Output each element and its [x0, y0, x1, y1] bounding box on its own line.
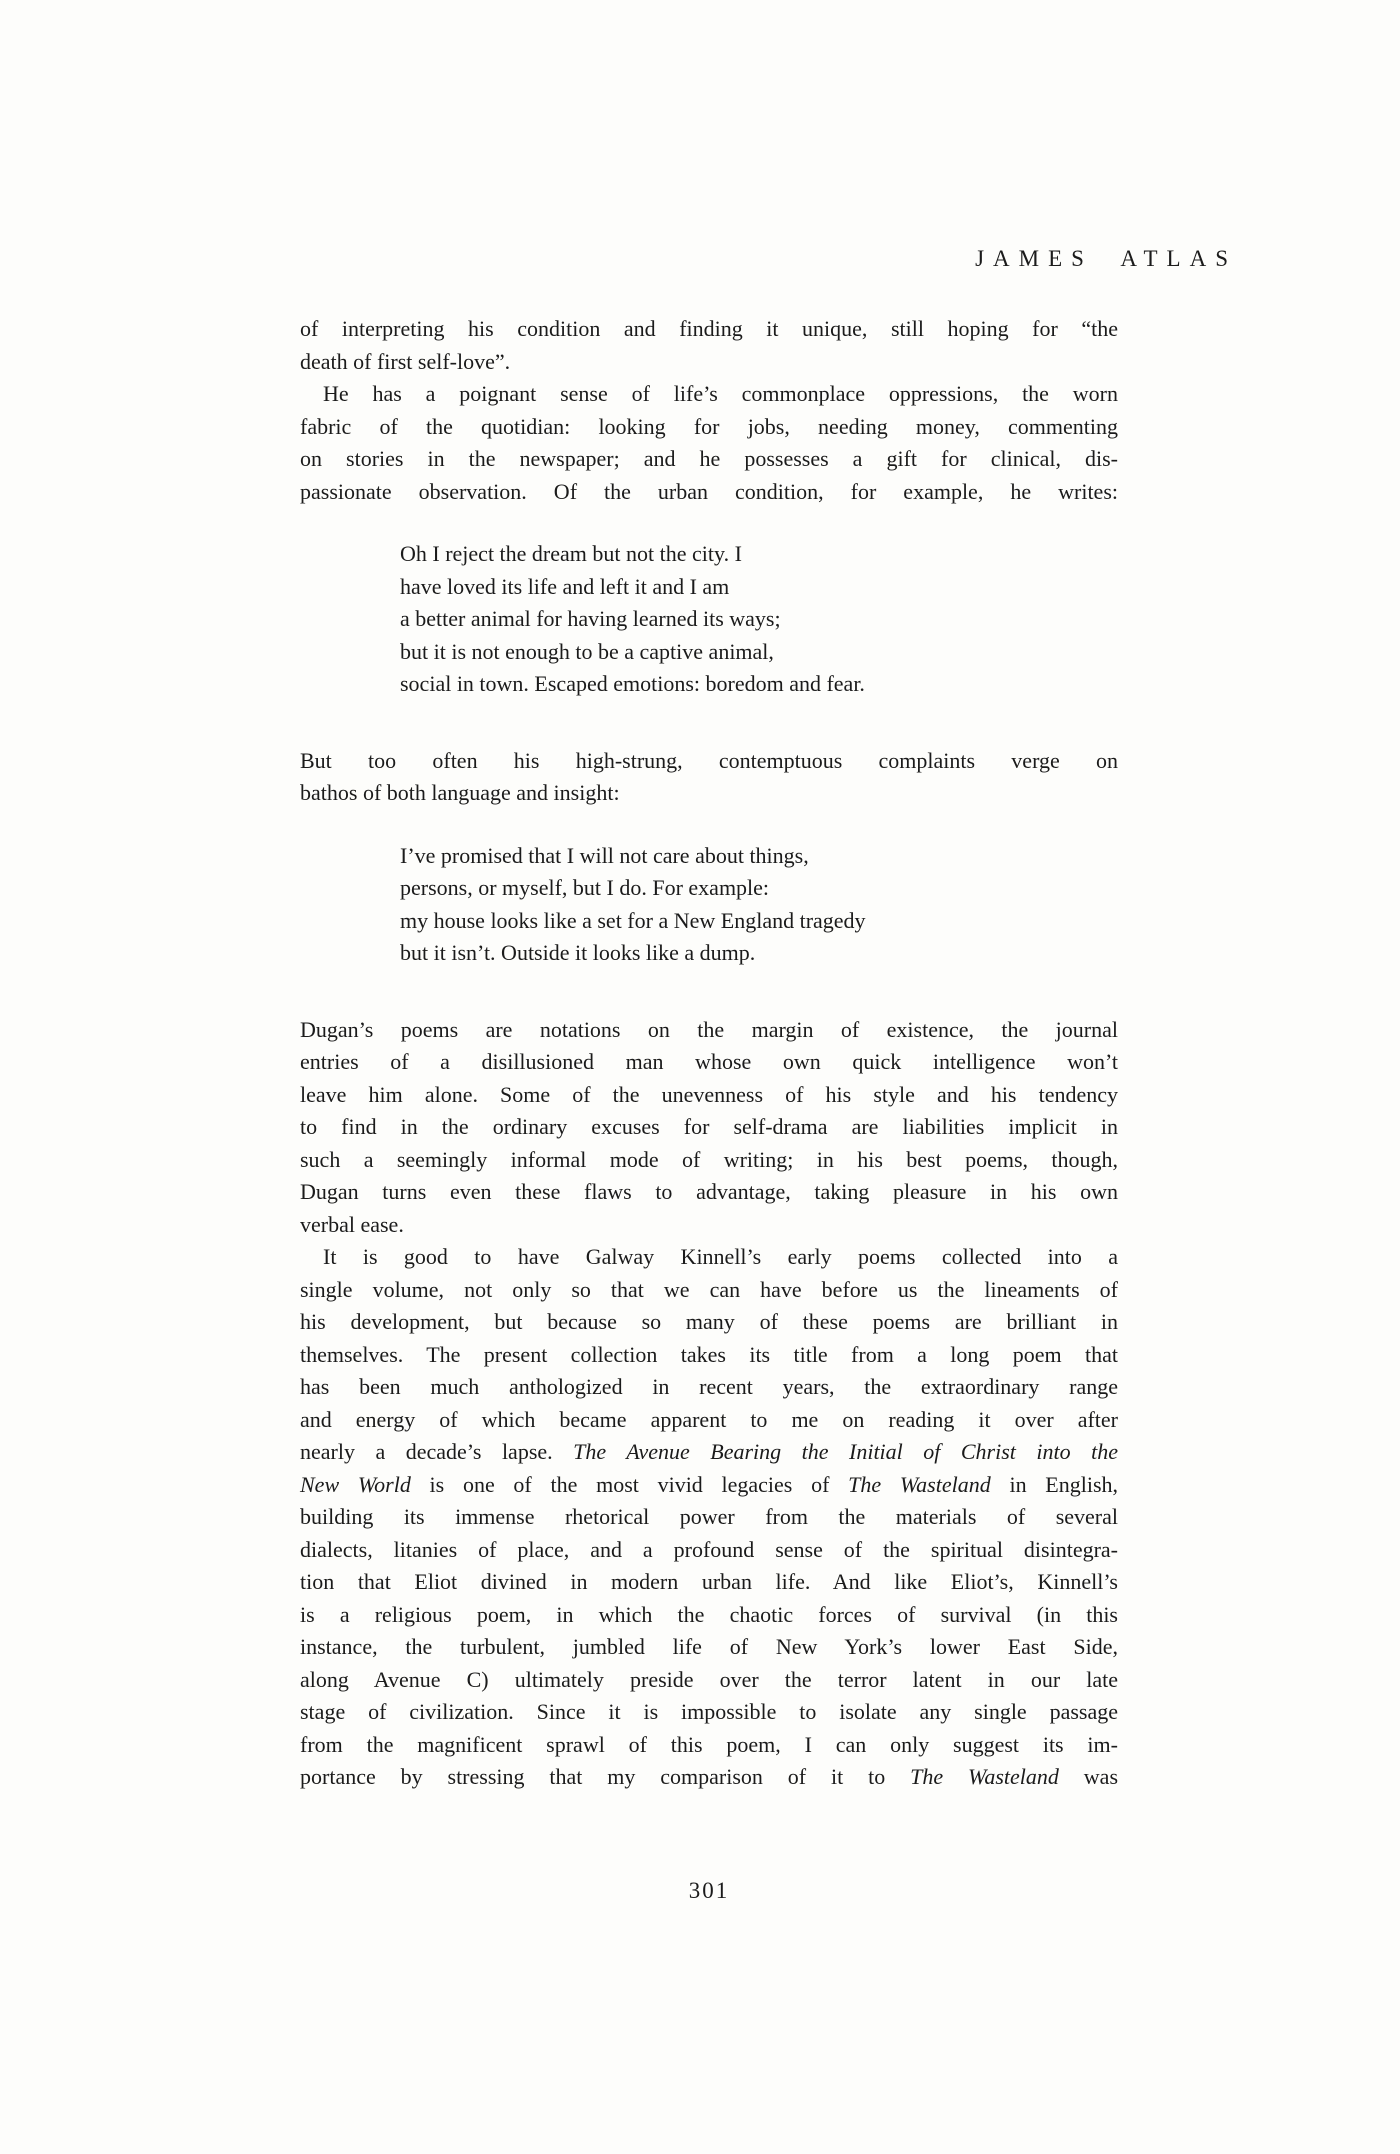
- text-segment: death of first self-love”.: [300, 348, 511, 374]
- text-segment: a better animal for having learned its ways;: [400, 606, 781, 631]
- text-line: [300, 1144, 1118, 1177]
- text-line: [300, 313, 1118, 346]
- italic-text: The Wasteland: [910, 1764, 1059, 1789]
- text-line: [300, 443, 1118, 476]
- text-segment: bathos of both language and insight:: [300, 780, 620, 805]
- text-segment: single volume, not only so that we can have before us the lineaments of: [300, 1276, 1118, 1302]
- text-segment: has been much anthologized in recent years, the extraordinary range: [300, 1374, 1118, 1399]
- text-line: [300, 1664, 1118, 1697]
- text-segment: persons, or myself, but I do. For example:: [400, 875, 770, 900]
- italic-text: The Avenue Bearing the Initial of Christ into the: [573, 1439, 1119, 1464]
- text-segment: was: [1058, 1764, 1119, 1789]
- text-segment: social in town. Escaped emotions: boredom and fear.: [400, 671, 865, 696]
- text-line: [400, 840, 1118, 873]
- text-line: [400, 538, 1118, 571]
- text-segment: verbal ease.: [300, 1211, 404, 1237]
- text-line: [300, 476, 1118, 509]
- text-line: [400, 668, 1118, 701]
- paragraph: [300, 313, 1118, 378]
- text-line: [300, 1111, 1118, 1144]
- text-segment: portance by stressing that my comparison of it to: [300, 1764, 911, 1789]
- text-segment: entries of a disillusioned man whose own quick intelligence won’t: [300, 1049, 1118, 1074]
- text-line: [300, 1501, 1118, 1534]
- text-line: [300, 1761, 1118, 1794]
- text-line: [300, 1306, 1118, 1339]
- text-segment: I’ve promised that I will not care about things,: [400, 842, 809, 868]
- text-line: [300, 1404, 1118, 1437]
- text-segment: of interpreting his condition and finding it unique, still hoping for “the: [300, 316, 1118, 341]
- paragraph: [300, 1014, 1118, 1242]
- text-segment: fabric of the quotidian: looking for jobs, needing money, commenting: [300, 413, 1118, 439]
- paragraph: [300, 1241, 1118, 1794]
- text-segment: It is good to have Galway Kinnell’s early poems collected into a: [323, 1244, 1118, 1269]
- text-segment: building its immense rhetorical power from the materials of several: [300, 1504, 1118, 1529]
- text-segment: my house looks like a set for a New England tragedy: [400, 907, 866, 933]
- text-line: [400, 872, 1118, 905]
- text-line: [300, 1631, 1118, 1664]
- text-line: [300, 1729, 1118, 1762]
- text-line: [300, 378, 1118, 411]
- text-line: [300, 1436, 1118, 1469]
- text-segment: nearly a decade’s lapse.: [300, 1439, 574, 1464]
- text-line: [300, 1046, 1118, 1079]
- text-line: [300, 1241, 1118, 1274]
- text-line: [300, 1696, 1118, 1729]
- text-line: [300, 1469, 1118, 1502]
- text-segment: themselves. The present collection takes its title from a long poem that: [300, 1341, 1118, 1367]
- text-line: [400, 636, 1118, 669]
- text-line: [300, 1599, 1118, 1632]
- text-segment: in English,: [990, 1471, 1119, 1497]
- text-segment: but it isn’t. Outside it looks like a dump.: [400, 940, 756, 965]
- text-line: [400, 571, 1118, 604]
- text-segment: is one of the most vivid legacies of: [410, 1471, 849, 1497]
- italic-text: The Wasteland: [848, 1471, 991, 1497]
- text-segment: but it is not enough to be a captive animal,: [400, 638, 774, 664]
- text-line: [300, 1371, 1118, 1404]
- text-segment: along Avenue C) ultimately preside over the terror latent in our late: [300, 1666, 1118, 1692]
- text-line: [300, 1176, 1118, 1209]
- text-segment: Dugan’s poems are notations on the margin of existence, the journal: [300, 1016, 1118, 1042]
- text-segment: and energy of which became apparent to me on reading it over after: [300, 1406, 1118, 1432]
- text-segment: is a religious poem, in which the chaotic forces of survival (in this: [300, 1601, 1118, 1627]
- text-line: [300, 1079, 1118, 1112]
- text-segment: leave him alone. Some of the unevenness of his style and his tendency: [300, 1081, 1118, 1107]
- text-line: [300, 745, 1118, 778]
- text-line: [400, 905, 1118, 938]
- text-line: [300, 1274, 1118, 1307]
- italic-text: New World: [300, 1471, 411, 1497]
- text-segment: his development, but because so many of these poems are brilliant in: [300, 1309, 1118, 1334]
- text-segment: He has a poignant sense of life’s commonplace oppressions, the worn: [323, 381, 1118, 406]
- text-segment: But too often his high-strung, contemptuous complaints verge on: [300, 747, 1118, 773]
- verse-quote: [300, 538, 1118, 701]
- text-line: [300, 777, 1118, 810]
- verse-quote: [300, 840, 1118, 970]
- text-segment: tion that Eliot divined in modern urban life. And like Eliot’s, Kinnell’s: [300, 1569, 1118, 1594]
- text-segment: dialects, litanies of place, and a profound sense of the spiritual disintegra-: [300, 1536, 1118, 1562]
- text-segment: Oh I reject the dream but not the city. I: [400, 541, 742, 566]
- text-line: [300, 411, 1118, 444]
- running-header: JAMES ATLAS: [975, 246, 1237, 271]
- text-segment: instance, the turbulent, jumbled life of New York’s lower East Side,: [300, 1634, 1118, 1659]
- text-segment: on stories in the newspaper; and he possesses a gift for clinical, dis-: [300, 446, 1118, 471]
- text-line: [300, 1209, 1118, 1242]
- text-segment: Dugan turns even these flaws to advantage, taking pleasure in his own: [300, 1179, 1118, 1204]
- text-segment: have loved its life and left it and I am: [400, 573, 730, 599]
- text-line: [300, 1534, 1118, 1567]
- text-line: [400, 603, 1118, 636]
- text-column: [300, 313, 1118, 1794]
- text-line: [300, 1339, 1118, 1372]
- text-segment: from the magnificent sprawl of this poem, I can only suggest its im-: [300, 1731, 1118, 1757]
- text-line: [300, 346, 1118, 379]
- text-segment: such a seemingly informal mode of writing; in his best poems, though,: [300, 1146, 1118, 1172]
- text-segment: to find in the ordinary excuses for self-drama are liabilities implicit in: [300, 1114, 1118, 1139]
- text-segment: stage of civilization. Since it is impossible to isolate any single passage: [300, 1699, 1118, 1724]
- text-line: [300, 1014, 1118, 1047]
- text-line: [300, 1566, 1118, 1599]
- text-segment: passionate observation. Of the urban condition, for example, he writes:: [300, 478, 1118, 504]
- page-number: 301: [688, 1878, 730, 1903]
- paragraph: [300, 378, 1118, 508]
- text-line: [400, 937, 1118, 970]
- paragraph: [300, 745, 1118, 810]
